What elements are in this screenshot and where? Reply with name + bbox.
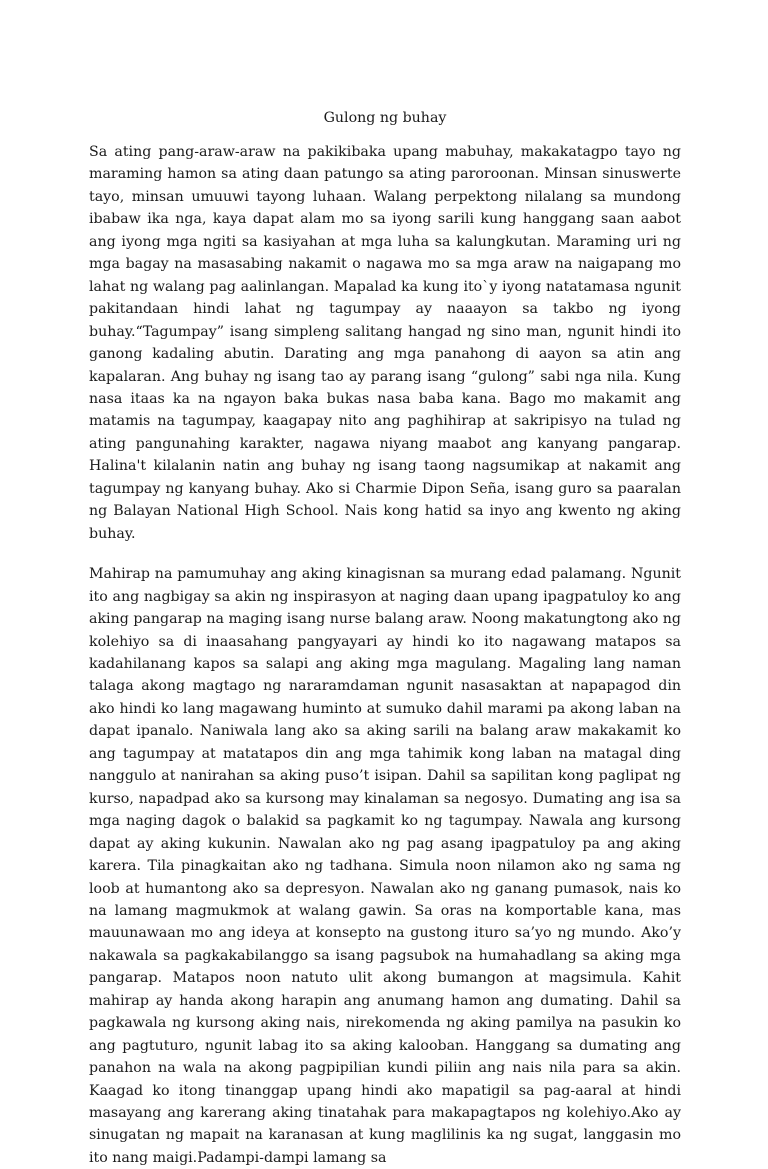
document-body	[89, 107, 681, 1169]
paragraph-1: Sa ating pang-araw-araw na pakikibaka upang mabuhay, makakatagpo tayo ng maraming hamon sa ating daan patungo sa ating paroroonan. Minsan sinuswerte tayo, minsan umuuwi tayong luhaan. Walang perpektong nilalang sa mundong ibabaw ika nga, kaya dapat alam mo sa iyong sarili kung hanggang saan aabot ang iyong mga ngiti sa kasiyahan at mga luha sa kalungkutan. Maraming uri ng mga bagay na masasabing nakamit o nagawa mo sa mga araw na naigapang mo lahat ng walang pag aalinlangan. Mapalad ka kung ito`y iyong natatamasa ngunit pakitandaan hindi lahat ng tagumpay ay naaayon sa takbo ng iyong buhay.“Tagumpay” isang simpleng salitang hangad ng sino man, ngunit hindi ito ganong kadaling abutin. Darating ang mga panahong di aayon sa atin ang kapalaran. Ang buhay ng isang tao ay parang isang “gulong” sabi nga nila. Kung nasa itaas ka na ngayon baka bukas nasa baba kana. Bago mo makamit ang matamis na tagumpay, kaagapay nito ang paghihirap at sakripisyo na tulad ng ating pangunahing karakter, nagawa niyang maabot ang kanyang pangarap. Halina't kilalanin natin ang buhay ng isang taong nagsumikap at nakamit ang tagumpay ng kanyang buhay. Ako si Charmie Dipon Seña, isang guro sa paaralan ng Balayan National High School. Nais kong hatid sa inyo ang kwento ng aking buhay.	[89, 144, 681, 542]
paragraph-2: Mahirap na pamumuhay ang aking kinagisnan sa murang edad palamang. Ngunit ito ang nagbigay sa akin ng inspirasyon at naging daan upang ipagpatuloy ko ang aking pangarap na maging isang nurse balang araw. Noong makatungtong ako ng kolehiyo sa di inaasahang pangyayari ay hindi ko ito nagawang matapos sa kadahilanang kapos sa salapi ang aking mga magulang. Magaling lang naman talaga akong magtago ng nararamdaman ngunit nasasaktan at napapagod din ako hindi ko lang magawang huminto at sumuko dahil marami pa akong laban na dapat ipanalo. Naniwala lang ako sa aking sarili na balang araw makakamit ko ang tagumpay at matatapos din ang mga tahimik kong laban na matagal ding nanggulo at nanirahan sa aking puso’t isipan. Dahil sa sapilitan kong paglipat ng kurso, napadpad ako sa kursong may kinalaman sa negosyo. Dumating ang isa sa mga naging dagok o balakid sa pagkamit ko ng tagumpay. Nawala ang kursong dapat ay aking kukunin. Nawalan ako ng pag asang ipagpatuloy pa ang aking karera. Tila pinagkaitan ako ng tadhana. Simula noon nilamon ako ng sama ng loob at humantong ako sa depresyon. Nawalan ako ng ganang pumasok, nais ko na lamang magmukmok at walang gawin. Sa oras na komportable kana, mas mauunawaan mo ang ideya at konsepto na gustong ituro sa’yo ng mundo. Ako’y nakawala sa pagkakabilanggo sa isang pagsubok na humahadlang sa aking mga pangarap. Matapos noon natuto ulit akong bumangon at magsimula. Kahit mahirap ay handa akong harapin ang anumang hamon ang dumating. Dahil sa pagkawala ng kursong aking nais, nirekomenda ng aking pamilya na pasukin ko ang pagtuturo, ngunit labag ito sa aking kalooban. Hanggang sa dumating ang panahon na wala na akong pagpipilian kundi piliin ang nais nila para sa akin. Kaagad ko itong tinanggap upang hindi ako mapatigil sa pag-aaral at hindi masayang ang karerang aking tinatahak para makapagtapos ng kolehiyo.Ako ay sinugatan ng mapait na karanasan at kung maglilinis ka ng sugat, langgasin mo ito nang maigi.Padampi-dampi lamang sa	[89, 566, 681, 1166]
document-title: Gulong ng buhay	[323, 110, 447, 126]
